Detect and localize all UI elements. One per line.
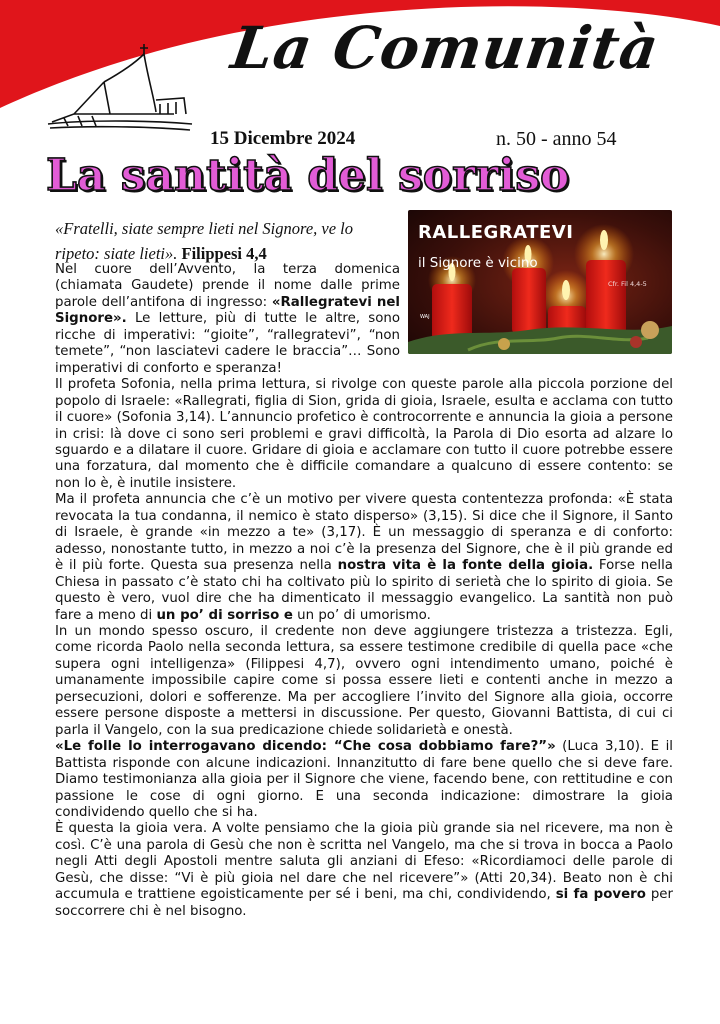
church-logo-icon	[44, 40, 194, 150]
opening-quote	[55, 216, 400, 266]
image-reference: Cfr. Fil 4,4-5	[608, 280, 647, 288]
headline: La santità del sorriso	[46, 150, 570, 201]
issue-date: 15 Dicembre 2024	[210, 128, 356, 149]
paragraph-3	[55, 492, 673, 624]
quote-text: «Fratelli, siate sempre lieti nel Signore, ve lo ripeto: siate lieti».	[55, 219, 354, 263]
paragraph-2: Il profeta Sofonia, nella prima lettura, si rivolge con queste parole alla piccola porzione del popolo di Israele: «Rallegrati, figlia di Sion, grida di gioia, Israele, esulta e acclama con tutto il cuore» (Sofonia 3,14). L’annuncio profetico è controcorrente e annuncia la gioia a persone in crisi: là dove ci sono seri problemi e gravi difficoltà, la Parola di Dio esorta ad alzare lo sguardo e a dilatare il cuore. Gridare di gioia e acclamare con tutto il cuore potrebbe essere una forzatura, dal momento che è difficile comandare a qualcuno di essere contento: se non lo è, è inutile insistere.	[55, 377, 673, 491]
p3-emphasis: nostra vita è la fonte della gioia.	[337, 558, 594, 574]
image-subtitle: il Signore è vicino	[418, 255, 538, 271]
p1-text: Nel cuore dell’Avvento, la terza domenica (chiamata Gaudete) prende il nome dalle prime parole dell’antifona di ingresso:	[55, 262, 400, 310]
paragraph-5	[55, 739, 673, 821]
p3-emphasis-2: un po’ di sorriso e	[156, 607, 293, 623]
p6-text-end: per soccorrere chi è nel bisogno.	[55, 887, 673, 919]
image-title: RALLEGRATEVI	[418, 222, 574, 243]
image-logo: WAJ	[420, 314, 430, 320]
paragraph-1	[55, 262, 400, 377]
p5-text: (Luca 3,10). E il Battista risponde con alcune indicazioni. Innanzitutto di fare bene quello che si deve fare. Diamo testimonianza alla gioia per il Signore che viene, facendo bene, con rettitudine e con passione le cose di ogni giorno. E una seconda indicazione: dimostrare la gioia condividendo quello che si ha.	[55, 739, 673, 820]
p3-text-end: un po’ di umorismo.	[292, 607, 431, 623]
p1-text-cont: Le letture, più di tutte le altre, sono ricche di imperativi: “gioite”, “rallegratevi”, “non temete”, “non lasciatevi cadere le braccia”… Sono imperativi di conforto e speranza!	[55, 311, 400, 376]
issue-number: n. 50 - anno 54	[496, 128, 617, 150]
p3-text-cont: Forse nella Chiesa in passato c’è stato chi ha coltivato più lo spirito di serietà che lo spirito di gioia. Se questo è vero, vuol dire che ha dimenticato il messaggio evangelico. La santità non può fare a meno di	[55, 558, 673, 623]
paragraph-4: In un mondo spesso oscuro, il credente non deve aggiungere tristezza a tristezza. Egli, come ricorda Paolo nella seconda lettura, sa essere testimone credibile di quella pace «che supera ogni intelligenza» (Filippesi 4,7), ovvero ogni intendimento umano, poiché è umanamente impossibile capire come si possa essere lieti e contenti anche in mezzo a persecuzioni, dolori e sofferenze. Ma per accogliere l’invito del Signore alla gioia, occorre essere persone disposte a mettersi in discussione. Per questo, Giovanni Battista, di cui ci parla il Vangelo, con la sua predicazione chiede solidarietà e onestà.	[55, 623, 673, 738]
p5-emphasis: «Le folle lo interrogavano dicendo: “Che cosa dobbiamo fare?”»	[55, 739, 556, 755]
quote-reference: Filippesi 4,4	[181, 244, 267, 263]
p6-emphasis: si fa povero	[555, 887, 646, 903]
masthead-title: La Comunità	[227, 14, 664, 82]
paragraph-6	[55, 821, 673, 920]
article-body	[55, 262, 673, 920]
p3-text: Ma il profeta annuncia che c’è un motivo per vivere questa contentezza profonda: «È stata revocata la tua condanna, il nemico è stato disperso» (3,15). Si dice che il Signore, il Santo di Israele, è grande «in mezzo a te» (3,17). È un messaggio di speranza e di conforto: adesso, nonostante tutto, in mezzo a noi c’è la presenza del Signore, che è il più grande ed è il più forte. Questa sua presenza nella	[55, 492, 673, 574]
p6-text: È questa la gioia vera. A volte pensiamo che la gioia più grande sia nel ricevere, ma non è così. C’è una parola di Gesù che non è scritta nel Vangelo, ma che si trova in bocca a Paolo negli Atti degli Apostoli mentre saluta gli anziani di Efeso: «Ricordiamoci delle parole di Gesù, che disse: “Vi è più gioia nel dare che nel ricevere”» (Atti 20,34). Beato non è chi accumula e trattiene egoisticamente per sé i beni, ma chi, condividendo,	[55, 821, 673, 903]
p1-emphasis: «Rallegratevi nel Signore».	[55, 294, 400, 327]
